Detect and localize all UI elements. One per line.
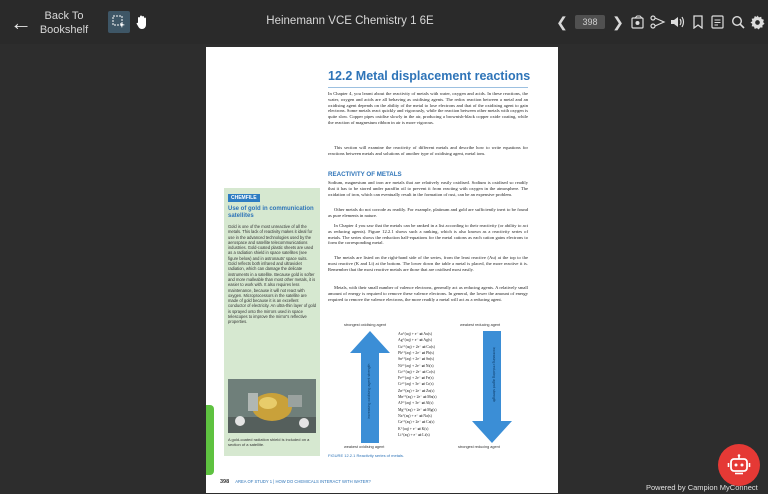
back-to-bookshelf-button[interactable] bbox=[10, 8, 90, 38]
equation-row: Au⁺(aq) + e⁻ ⇌ Au(s) bbox=[398, 332, 433, 336]
media-icon bbox=[631, 15, 645, 29]
read-aloud-icon bbox=[670, 15, 686, 29]
equation-row: Cr³⁺(aq) + 3e⁻ ⇌ Cr(s) bbox=[398, 382, 434, 387]
reducing-arrow-label: increasing reducing agent strength bbox=[492, 347, 496, 403]
book-title: Heinemann VCE Chemistry 1 6E bbox=[266, 15, 434, 27]
oxidising-arrow-label: increasing oxidising agent strength bbox=[367, 363, 371, 419]
arrow-left-icon: ← bbox=[10, 10, 32, 35]
body-paragraph-4: The metals are listed on the right-hand side of the series, from the least reactive (Au) at the top to the most reactive (K and Li) at the bottom. The lower down the table a metal is placed, the more reactive it is. Remember that the most reactive metals are those that are oxidised most easily. bbox=[328, 255, 528, 272]
chemfile-sidebar bbox=[224, 188, 320, 456]
page-number-input[interactable]: 398 bbox=[575, 15, 605, 29]
powered-by-text: Powered by Campion MyConnect bbox=[646, 483, 758, 492]
hand-tool-button[interactable] bbox=[131, 11, 153, 33]
equation-row: Mn²⁺(aq) + 2e⁻ ⇌ Mn(s) bbox=[398, 395, 437, 399]
body-paragraph-5: Metals, with their small number of valence electrons, generally act as reducing agents. A relatively small amount of energy is required to remove these valence electrons. In general, the lower the amount of energy required to remove the valence electrons, the more readily a metal will act as a reducing agent. bbox=[328, 285, 528, 302]
body-paragraph-1: Sodium, magnesium and iron are metals that are relatively easily oxidised. Sodium is oxidised so readily that it has to be stored under paraffin oil to prevent it from reacting with oxygen in the atmosphere. The oxidation of iron, which can eventually result in the formation of rust, can be an expensive problem. bbox=[328, 180, 528, 197]
equation-row: Fe²⁺(aq) + 2e⁻ ⇌ Fe(s) bbox=[398, 376, 434, 381]
subheading: REACTIVITY OF METALS bbox=[328, 171, 402, 178]
tool-button-2[interactable] bbox=[649, 11, 666, 33]
tool-button-1[interactable] bbox=[629, 11, 646, 33]
tool-button-3[interactable] bbox=[669, 11, 686, 33]
chemfile-tag: CHEMFILE bbox=[228, 194, 260, 202]
figure-caption: FIGURE 12.2.1 Reactivity series of metals. bbox=[328, 453, 405, 458]
top-toolbar bbox=[0, 0, 768, 44]
sidebar-title: Use of gold in communication satellites bbox=[228, 206, 314, 219]
settings-button[interactable] bbox=[749, 11, 766, 33]
sidebar-body: Gold is one of the most unreactive of all the metals. This lack of reactivity makes it ideal for use in the advanced technologies used by the aerospace and satellite telecommunications industries. Gold-coated plastic sheets are used as a radiation shield in space satellites (see figure below) and in astronauts' space suits. Gold reflects both infrared and ultraviolet radiation, which can damage the delicate instruments in a satellite. Because gold is softer and more malleable than most other metals, it is easier to work with. It also requires less maintenance, because it will not react with oxygen. Microprocessors in the satellite are made of gold because it is an excellent conductor of electricity. An ultra-thin layer of gold is sprayed onto the mirrors used in space telescopes to improve the mirror's reflective properties. bbox=[228, 224, 316, 325]
section-heading: 12.2 Metal displacement reactions bbox=[328, 69, 531, 83]
notes-icon bbox=[711, 15, 724, 29]
bookmark-button[interactable] bbox=[689, 11, 706, 33]
textbook-page bbox=[206, 47, 558, 493]
equation-row: Pb²⁺(aq) + 2e⁻ ⇌ Pb(s) bbox=[398, 350, 434, 355]
label-strongest-reducing: strongest reducing agent bbox=[458, 445, 500, 449]
label-weakest-reducing: weakest reducing agent bbox=[460, 323, 501, 327]
equation-row: Co²⁺(aq) + 2e⁻ ⇌ Co(s) bbox=[398, 369, 435, 374]
equation-row: Mg²⁺(aq) + 2e⁻ ⇌ Mg(s) bbox=[398, 407, 437, 412]
photo-caption: A gold-coated radiation shield is included on a section of a satellite. bbox=[228, 437, 310, 447]
equation-row: K⁺(aq) + e⁻ ⇌ K(s) bbox=[398, 426, 429, 431]
link-icon bbox=[650, 15, 666, 29]
equation-row: Na⁺(aq) + e⁻ ⇌ Na(s) bbox=[398, 413, 432, 418]
heading-divider bbox=[328, 87, 528, 88]
body-paragraph-2: Other metals do not corrode as readily. For example, platinum and gold are sufficiently inert to be found as pure elements in nature. bbox=[328, 207, 528, 218]
equation-row: Zn²⁺(aq) + 2e⁻ ⇌ Zn(s) bbox=[398, 388, 435, 393]
previous-page-icon[interactable]: ❮ bbox=[556, 13, 568, 30]
select-icon bbox=[112, 15, 126, 29]
equation-row: Cu²⁺(aq) + 2e⁻ ⇌ Cu(s) bbox=[398, 344, 435, 349]
select-tool-button[interactable] bbox=[108, 11, 130, 33]
intro-paragraph-1: In Chapter 4, you learnt about the reactivity of metals with water, oxygen and acids. In these reactions, the water, oxygen and acids are all behaving as oxidising agents. The redox reaction between a metal and an oxidising agent depends on the ability of the metal to lose electrons and that of the oxidising agent to gain electrons. Some metals react quickly and vigorously, while the reaction between other metals with oxygen is quite slow. Copper pipes oxidise slowly in the air, producing a brownish-black copper oxide coating, while the reaction of magnesium ribbon in air is more vigorous. bbox=[328, 91, 528, 125]
body-paragraph-3: In Chapter 4 you saw that the metals can be ranked in a list according to their reactivity (or ability to act as reducing agents). Figure 12.2.1 shows such a ranking, which is also known as a reactivity series of metals. The series shows the reduction half-equations for the metal cations as each cation gains electrons to form the corresponding metal. bbox=[328, 223, 528, 246]
gear-icon bbox=[750, 15, 765, 30]
robot-icon bbox=[726, 452, 752, 478]
equation-row: Ca²⁺(aq) + 2e⁻ ⇌ Ca(s) bbox=[398, 420, 435, 425]
footer-page-number: 398 bbox=[220, 479, 230, 485]
page-side-tab[interactable] bbox=[206, 405, 214, 475]
hand-icon bbox=[135, 14, 149, 30]
equation-row: Ni²⁺(aq) + 2e⁻ ⇌ Ni(s) bbox=[398, 363, 434, 368]
search-button[interactable] bbox=[729, 11, 746, 33]
page-footer bbox=[220, 479, 371, 485]
equation-row: Ag⁺(aq) + e⁻ ⇌ Ag(s) bbox=[398, 338, 433, 343]
bookmark-icon bbox=[692, 15, 704, 29]
label-strongest-oxidising: strongest oxidising agent bbox=[344, 323, 387, 327]
help-chat-button[interactable] bbox=[718, 444, 760, 486]
equation-row: Al³⁺(aq) + 3e⁻ ⇌ Al(s) bbox=[398, 401, 434, 406]
equation-row: Sn²⁺(aq) + 2e⁻ ⇌ Sn(s) bbox=[398, 357, 434, 362]
satellite-photo bbox=[228, 379, 316, 433]
page-navigation bbox=[556, 11, 624, 33]
notes-button[interactable] bbox=[709, 11, 726, 33]
footer-text: AREA OF STUDY 1 | HOW DO CHEMICALS INTERACT WITH WATER? bbox=[235, 479, 371, 484]
next-page-icon[interactable]: ❯ bbox=[612, 13, 624, 30]
reactivity-series-figure bbox=[328, 323, 532, 457]
right-toolbar bbox=[629, 11, 766, 33]
search-icon bbox=[731, 15, 745, 29]
equation-row: Li⁺(aq) + e⁻ ⇌ Li(s) bbox=[398, 432, 430, 437]
back-label: Back To Bookshelf bbox=[39, 10, 89, 36]
intro-paragraph-2: This section will examine the reactivity of different metals and describe how to write equations for reactions between metals and solutions of another type of oxidising agent, metal ions. bbox=[328, 145, 528, 156]
label-weakest-oxidising: weakest oxidising agent bbox=[344, 445, 385, 449]
